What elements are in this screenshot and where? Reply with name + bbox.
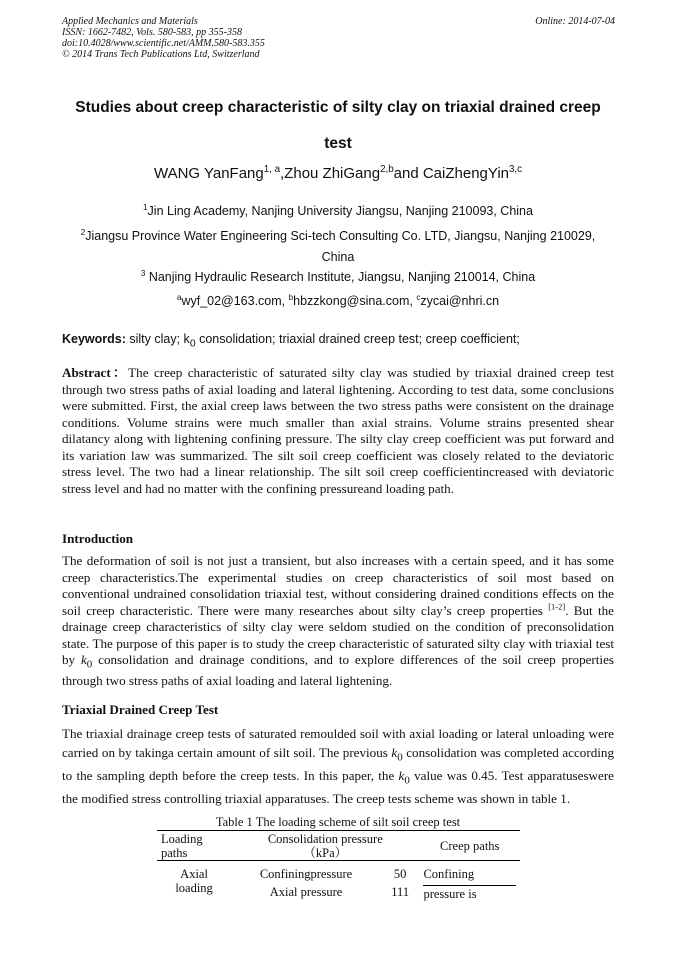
email-b: hbzzkong@sina.com,: [293, 294, 417, 308]
title-line-1: Studies about creep characteristic of silty clay on triaxial drained creep: [75, 99, 601, 116]
abstract: [62, 365, 614, 497]
section-heading-introduction: Introduction: [62, 531, 134, 546]
citation: [1-2]: [548, 601, 566, 612]
affiliation-2: $^2$Jiangsu Province Water Engineering Sci-tech Consulting Co. LTD, Jiangsu, Nanjing 210029, China: [80, 227, 596, 264]
cell-pressure-values: 50 111: [391, 867, 410, 899]
author-2: ,Zhou ZhiGang: [280, 165, 381, 182]
abstract-label: Abstract：: [62, 365, 129, 380]
running-header: [62, 16, 265, 60]
email-list: $^a$wyf_02@163.com, $^b$hbzzkong@sina.com, $^c$zycai@nhri.cn: [176, 292, 500, 308]
paper-title: [62, 90, 614, 162]
header-consolidation-pressure: Consolidation pressure （kPa）: [267, 832, 383, 860]
cell-creep-path: Confining pressure is: [419, 861, 520, 902]
loading-scheme-table: [157, 830, 520, 901]
section-heading-triaxial: Triaxial Drained Creep Test: [62, 702, 219, 717]
email-a: wyf_02@163.com,: [181, 294, 289, 308]
author-2-marker: 2,b: [380, 164, 394, 175]
online-date: Online: 2014-07-04: [535, 16, 615, 27]
introduction-paragraph: The deformation of soil is not just a transient, but also increases with a certain speed, and it has some creep characteristics.The experimental studies on creep characteristics of soil most based on conventional undrained consolidation triaxial test, without considering drained conditions effects on the soil creep characteristic. There were many researches about silty clay’s creep properties [1-2]. But the drainage creep characteristics of silty clay were seldom studied on the condition of preconsolidation state. The purpose of this paper is to study the creep characteristic of saturated silty clay with triaxial test by $k_0$ consolidation and drainage conditions, and to explore differences of the soil creep properties through two stress paths of axial loading and lateral lightening.: [62, 553, 614, 689]
cell-pressure-items: Confiningpressure Axial pressure: [259, 867, 353, 899]
header-creep-paths: Creep paths: [440, 838, 500, 853]
triaxial-paragraph: The triaxial drainage creep tests of saturated remoulded soil with axial loading or lateral unloading were carried on by takinga certain amount of silt soil. The previous $k_0$ consolidation was completed according to the sampling depth before the creep tests. In this paper, the $k_0$ value was 0.45. Test apparatuseswere the modified stress controlling triaxial apparatuses. The creep tests scheme was shown in table 1.: [62, 726, 614, 806]
doi-line: doi:10.4028/www.scientific.net/AMM.580-583.355: [62, 38, 265, 49]
author-1-marker: 1, a: [263, 164, 281, 175]
email-c: zycai@nhri.cn: [420, 294, 500, 308]
title-line-2: test: [324, 135, 352, 152]
table-caption: Table 1 The loading scheme of silt soil creep test: [215, 815, 461, 829]
table-row: [157, 861, 520, 902]
abstract-text: The creep characteristic of saturated silty clay was studied by triaxial drained creep test through two stress paths of axial loading and lateral lightening. According to test data, some conclusions were submitted. First, the axial creep laws between the two stress paths were consistent on the drainage conditions. Volume strains were much smaller than axial strains. Volume strains presented shear dilatancy along with lightening confining pressure. The silty clay creep coefficient was put forward and its variation law was summarized. The silt soil creep coefficient was closely related to the deviatoric stress level. The two had a linear relationship. The silt soil creep coefficientincreased with deviatoric stress level and had no matter with the confining pressureand loading path.: [62, 365, 615, 496]
table-header-row: [157, 831, 520, 861]
keywords: Keywords: silty clay; $k_0$ consolidation; triaxial drained creep test; creep coefficient;: [62, 332, 520, 350]
issn-line: ISSN: 1662-7482, Vols. 580-583, pp 355-358: [62, 27, 242, 38]
author-3-marker: 3,c: [509, 164, 523, 175]
author-1: WANG YanFang: [153, 165, 264, 182]
author-3: and CaiZhengYin: [393, 165, 509, 182]
journal-name: Applied Mechanics and Materials: [62, 16, 198, 27]
cell-loading-path: Axial loading: [175, 867, 213, 895]
copyright-line: © 2014 Trans Tech Publications Ltd, Switzerland: [62, 49, 260, 60]
affiliation-3: $^3$ Nanjing Hydraulic Research Institute, Jiangsu, Nanjing 210014, China: [140, 268, 536, 284]
header-loading-paths: Loading paths: [161, 832, 203, 860]
affiliation-1: $^1$Jin Ling Academy, Nanjing University Jiangsu, Nanjing 210093, China: [143, 202, 533, 218]
author-list: [62, 165, 614, 182]
keywords-label: Keywords:: [62, 332, 126, 346]
